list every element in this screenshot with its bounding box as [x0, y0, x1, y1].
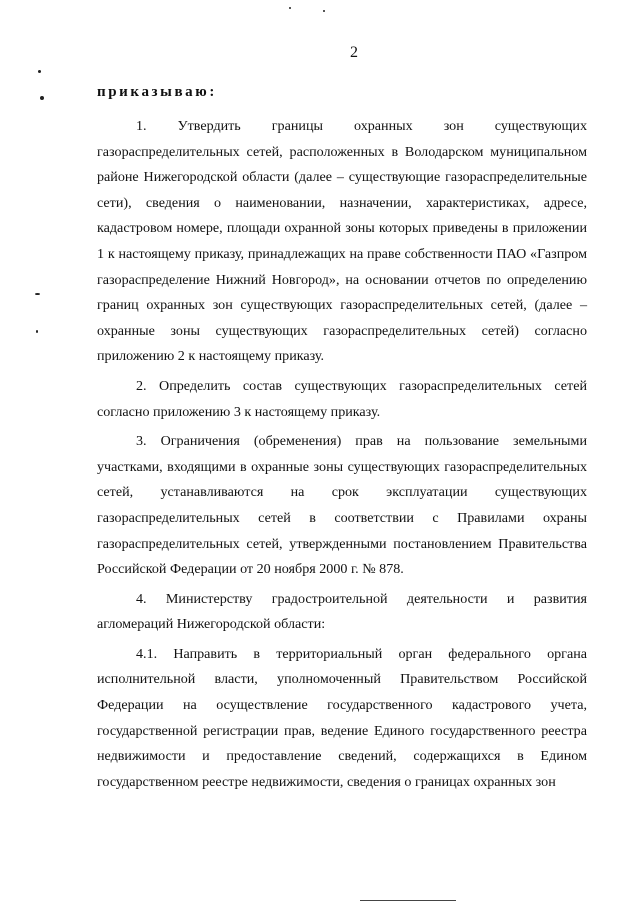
- paragraph-1: 1. Утвердить границы охранных зон существующих газораспределительных сетей, расположенных в Володарском муниципальном районе Нижегородской области (далее – существующие газораспределительные сети), сведения о наименовании, назначении, характеристиках, адресе, кадастровом номере, площади охранной зоны которых приведены в приложении 1 к настоящему приказу, принадлежащих на праве собственности ПАО «Газпром газораспределение Нижний Новгород», на основании отчетов по определению границ охранных зон существующих газораспределительных сетей, (далее – охранные зоны существующих газораспределительных сетей) согласно приложению 2 к настоящему приказу.: [97, 118, 587, 365]
- scan-speck: [323, 10, 325, 12]
- scan-speck: [289, 7, 291, 9]
- paragraph-4: 4. Министерству градостроительной деятельности и развития агломераций Нижегородской области:: [97, 590, 587, 633]
- scan-speck: [35, 293, 40, 295]
- page-number: 2: [350, 44, 358, 61]
- scan-speck: [36, 330, 38, 333]
- document-body: [97, 114, 587, 795]
- bottom-rule: [360, 900, 456, 901]
- order-heading: приказываю:: [97, 84, 217, 100]
- paragraph-4-1: 4.1. Направить в территориальный орган федерального органа исполнительной власти, уполномоченный Правительством Российской Федерации на осуществление государственного кадастрового учета, государственной регистрации прав, ведение Единого государственного реестра недвижимости и предоставление сведений, содержащихся в Едином государственном реестре недвижимости, сведения о границах охранных зон: [97, 645, 587, 790]
- scan-speck: [40, 96, 44, 100]
- paragraph-2: 2. Определить состав существующих газораспределительных сетей согласно приложению 3 к настоящему приказу.: [97, 377, 587, 420]
- scan-speck: [38, 70, 41, 73]
- paragraph-3: 3. Ограничения (обременения) прав на пользование земельными участками, входящими в охранные зоны существующих газораспределительных сетей, устанавливаются на срок эксплуатации существующих газораспределительных сетей в соответствии с Правилами охраны газораспределительных сетей, утвержденными постановлением Правительства Российской Федерации от 20 ноября 2000 г. № 878.: [97, 433, 587, 578]
